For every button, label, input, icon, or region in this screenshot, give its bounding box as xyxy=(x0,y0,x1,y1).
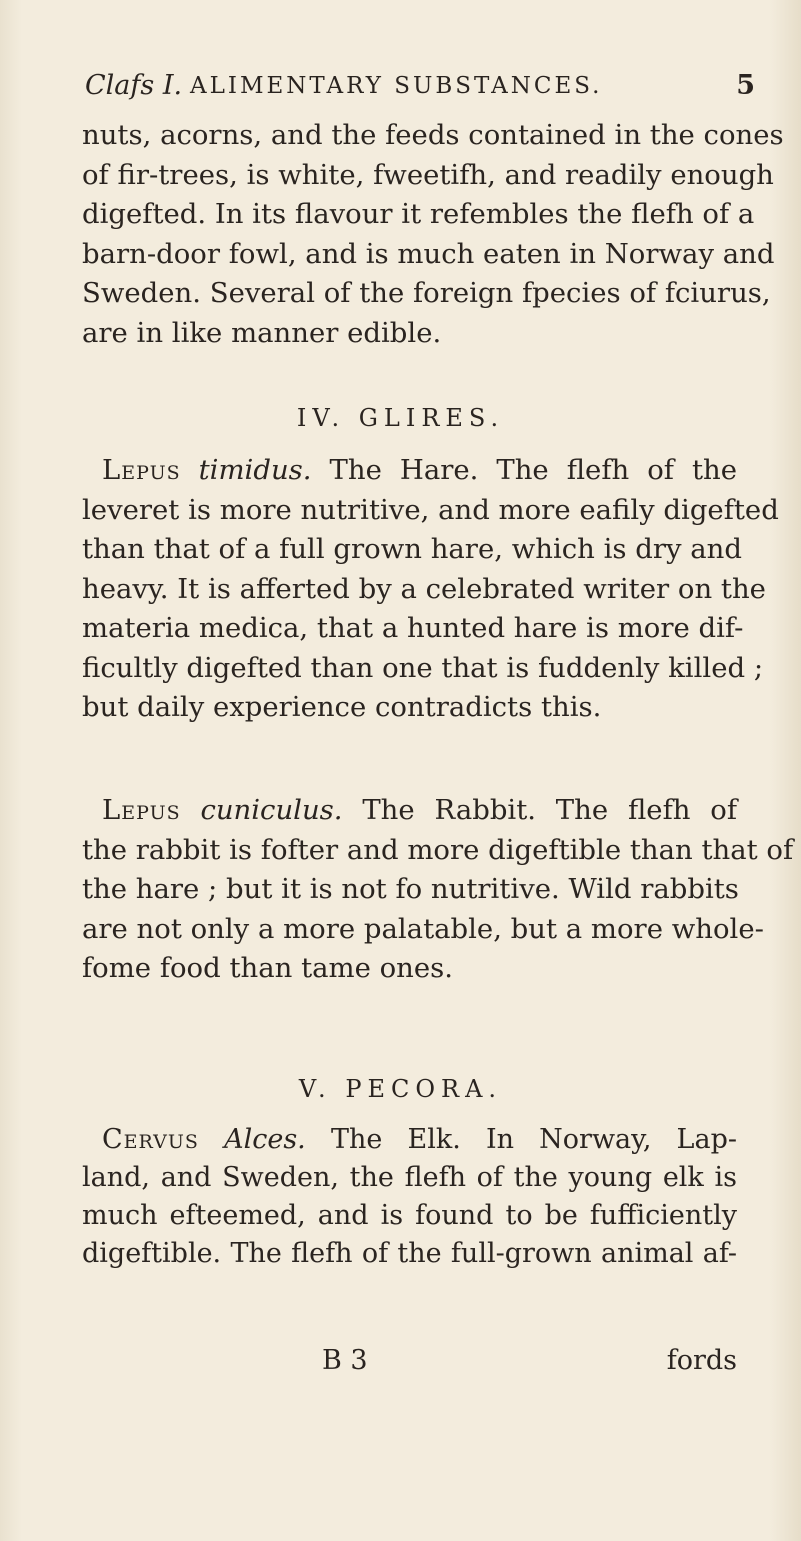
text-line: of fir-trees, is white, fweetifh, and readily enough xyxy=(82,158,774,191)
catchword: fords xyxy=(666,1345,737,1376)
text-line: digefted. In its flavour it refembles the flefh of a xyxy=(82,198,755,230)
text-line: barn-door fowl, and is much eaten in Norway and xyxy=(82,237,775,270)
entry-first-line xyxy=(82,791,737,831)
entry-elk xyxy=(82,1121,737,1273)
section-heading-pecora: V. PECORA. xyxy=(298,1075,503,1103)
text-line: fome food than tame ones. xyxy=(82,952,454,984)
entry-hare xyxy=(82,451,779,728)
page-number: 5 xyxy=(736,70,755,101)
text-line: The Hare. The flefh of the xyxy=(329,454,737,486)
running-header xyxy=(85,70,755,110)
text-line: but daily experience contradicts this. xyxy=(82,691,602,723)
species-name: Alces. xyxy=(224,1124,306,1155)
page-footer xyxy=(82,1345,737,1385)
text-line: than that of a full grown hare, which is dry and xyxy=(82,533,742,565)
genus-name: Cervus xyxy=(102,1124,199,1155)
text-line: ficultly digefted than one that is fuddenly killed ; xyxy=(82,651,764,684)
text-line: the hare ; but it is not fo nutritive. Wild rabbits xyxy=(82,873,739,905)
genus-name: Lepus xyxy=(102,454,181,486)
species-name: timidus. xyxy=(198,454,312,486)
entry-rabbit xyxy=(82,791,794,989)
text-line: Sweden. Several of the foreign fpecies of fciurus, xyxy=(82,277,771,309)
species-name: cuniculus. xyxy=(200,794,343,826)
text-line: The Rabbit. The flefh of xyxy=(362,794,737,826)
text-line: are not only a more palatable, but a more whole- xyxy=(82,912,764,945)
genus-name: Lepus xyxy=(102,794,181,826)
text-line: leveret is more nutritive, and more eafily digefted xyxy=(82,493,779,526)
header-title: ALIMENTARY SUBSTANCES. xyxy=(190,73,603,99)
section-heading-glires: IV. GLIRES. xyxy=(296,404,505,432)
text-line: The Elk. In Norway, Lap- xyxy=(330,1124,737,1155)
text-line: are in like manner edible. xyxy=(82,316,442,349)
text-line: heavy. It is afferted by a celebrated writer on the xyxy=(82,572,766,605)
text-line: materia medica, that a hunted hare is more dif- xyxy=(82,612,744,644)
text-line: the rabbit is fofter and more digeftible than that of xyxy=(82,833,794,866)
signature-mark: B 3 xyxy=(322,1345,368,1376)
header-class: Clafs I. xyxy=(85,70,183,101)
continuation-paragraph xyxy=(82,116,784,353)
text-line: much efteemed, and is found to be fufficiently xyxy=(82,1200,737,1231)
entry-first-line xyxy=(82,1121,737,1159)
entry-first-line xyxy=(82,451,737,491)
text-line: digeftible. The flefh of the full-grown animal af- xyxy=(82,1238,737,1269)
text-line: land, and Sweden, the flefh of the young elk is xyxy=(82,1162,737,1193)
text-line: nuts, acorns, and the feeds contained in the cones xyxy=(82,119,784,151)
